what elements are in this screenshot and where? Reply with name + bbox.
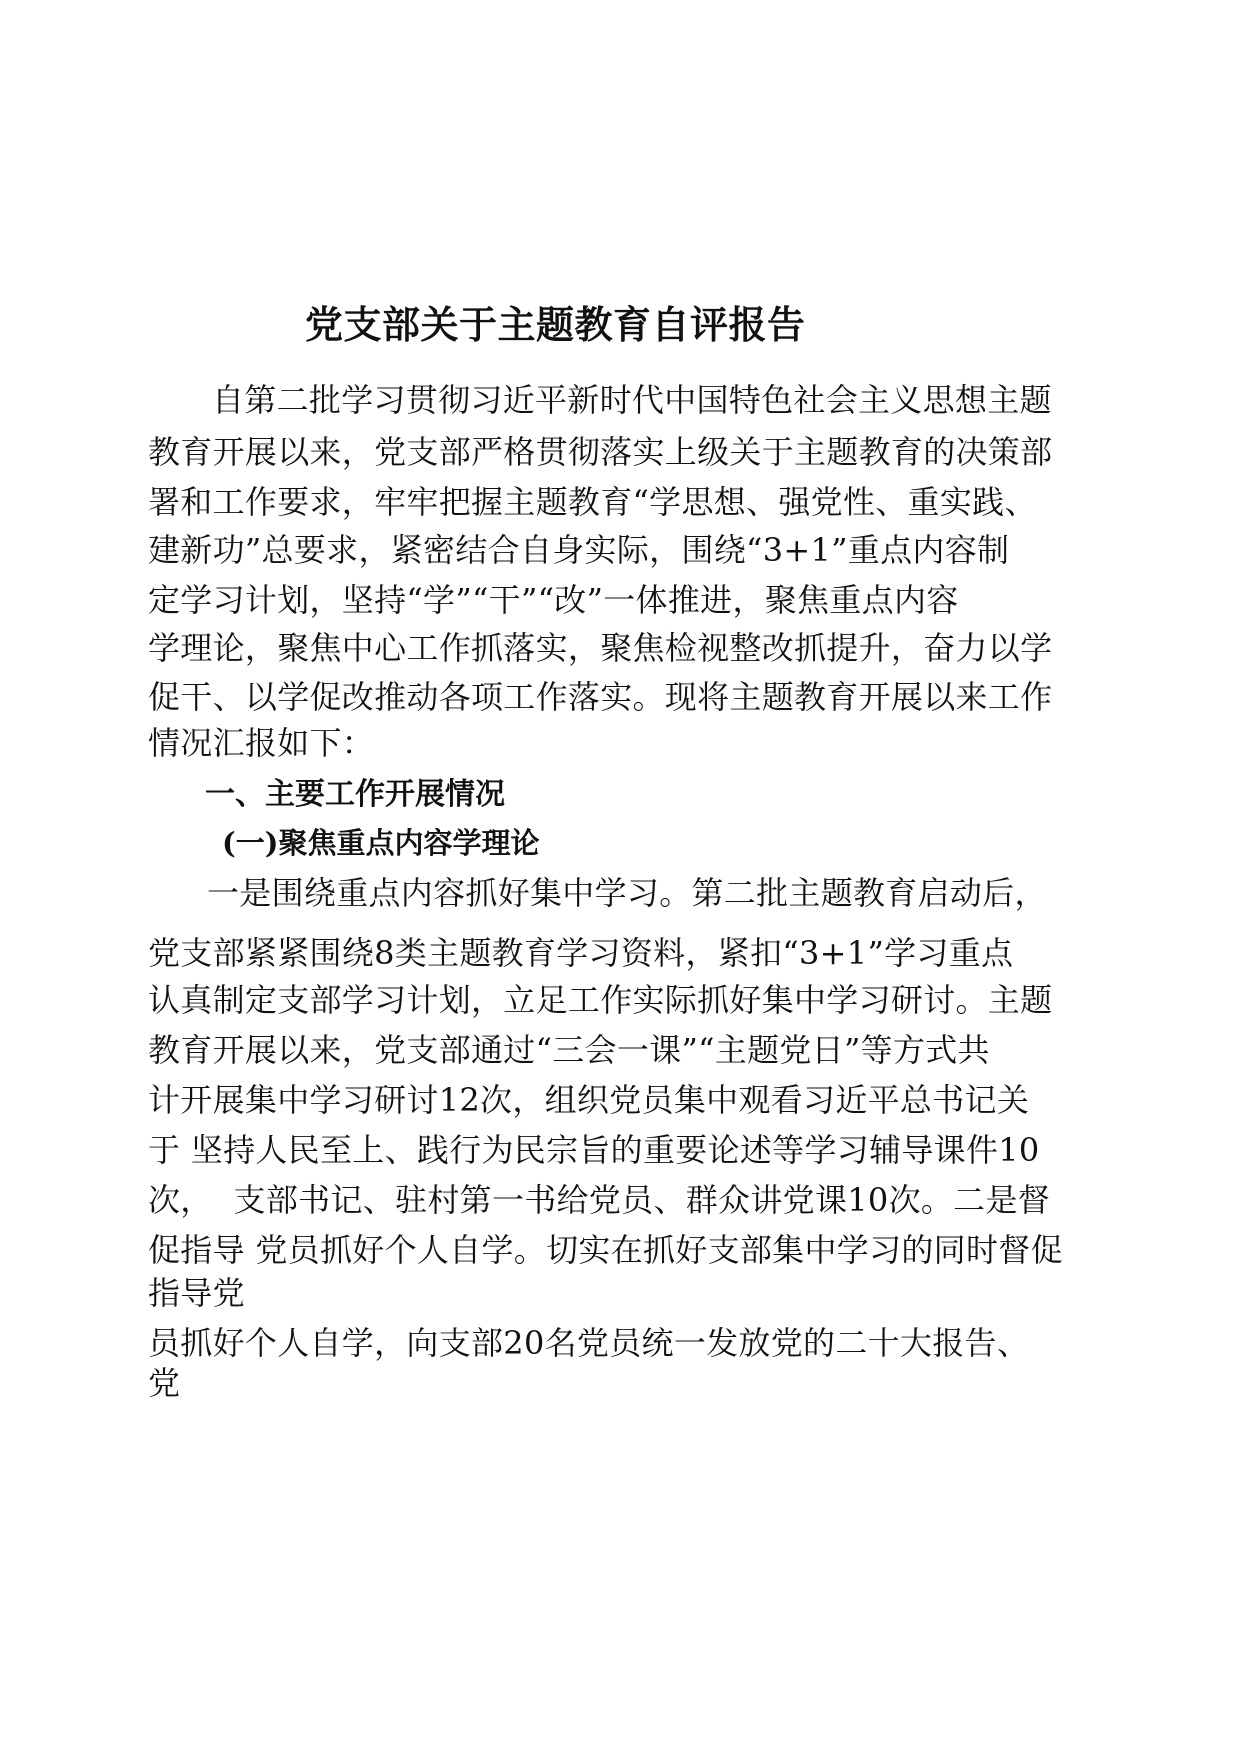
body-line: 自第二批学习贯彻习近平新时代中国特色社会主义思想主题	[212, 381, 1052, 419]
body-line: 教育开展以来，党支部严格贯彻落实上级关于主题教育的决策部	[148, 433, 1053, 471]
body-line: 促指导 党员抓好个人自学。切实在抓好支部集中学习的同时督促	[148, 1231, 1063, 1269]
body-line: 次， 支部书记、驻村第一书给党员、群众讲党课10次。二是督	[148, 1181, 1051, 1219]
body-line: 认真制定支部学习计划，立足工作实际抓好集中学习研讨。主题	[148, 981, 1053, 1019]
body-line: 计开展集中学习研讨12次，组织党员集中观看习近平总书记关	[148, 1081, 1030, 1119]
subsection-heading: (一)聚焦重点内容学理论	[222, 826, 540, 860]
body-line: 于 坚持人民至上、践行为民宗旨的重要论述等学习辅导课件10	[148, 1131, 1040, 1169]
body-line: 指导党	[148, 1274, 245, 1312]
section-heading: 一、主要工作开展情况	[205, 777, 505, 812]
body-line: 促干、以学促改推动各项工作落实。现将主题教育开展以来工作	[148, 678, 1053, 716]
body-line: 员抓好个人自学，向支部20名党员统一发放党的二十大报告、	[148, 1324, 1030, 1362]
body-line: 党	[148, 1364, 181, 1402]
body-line: 学理论，聚焦中心工作抓落实，聚焦检视整改抓提升，奋力以学	[148, 629, 1053, 667]
body-line: 定学习计划，坚持“学”“干”“改”一体推进，聚焦重点内容	[148, 581, 959, 619]
body-line: 教育开展以来，党支部通过“三会一课”“主题党日”等方式共	[148, 1031, 990, 1069]
body-line: 情况汇报如下：	[148, 724, 375, 762]
body-line: 党支部紧紧围绕8类主题教育学习资料，紧扣“3+1”学习重点	[148, 934, 1014, 972]
body-line: 一是围绕重点内容抓好集中学习。第二批主题教育启动后，	[207, 874, 1047, 912]
body-line: 署和工作要求，牢牢把握主题教育“学思想、强党性、重实践、	[148, 483, 1037, 521]
document-title: 党支部关于主题教育自评报告	[305, 302, 806, 347]
body-line: 建新功”总要求，紧密结合自身实际，围绕“3+1”重点内容制	[148, 531, 1010, 569]
